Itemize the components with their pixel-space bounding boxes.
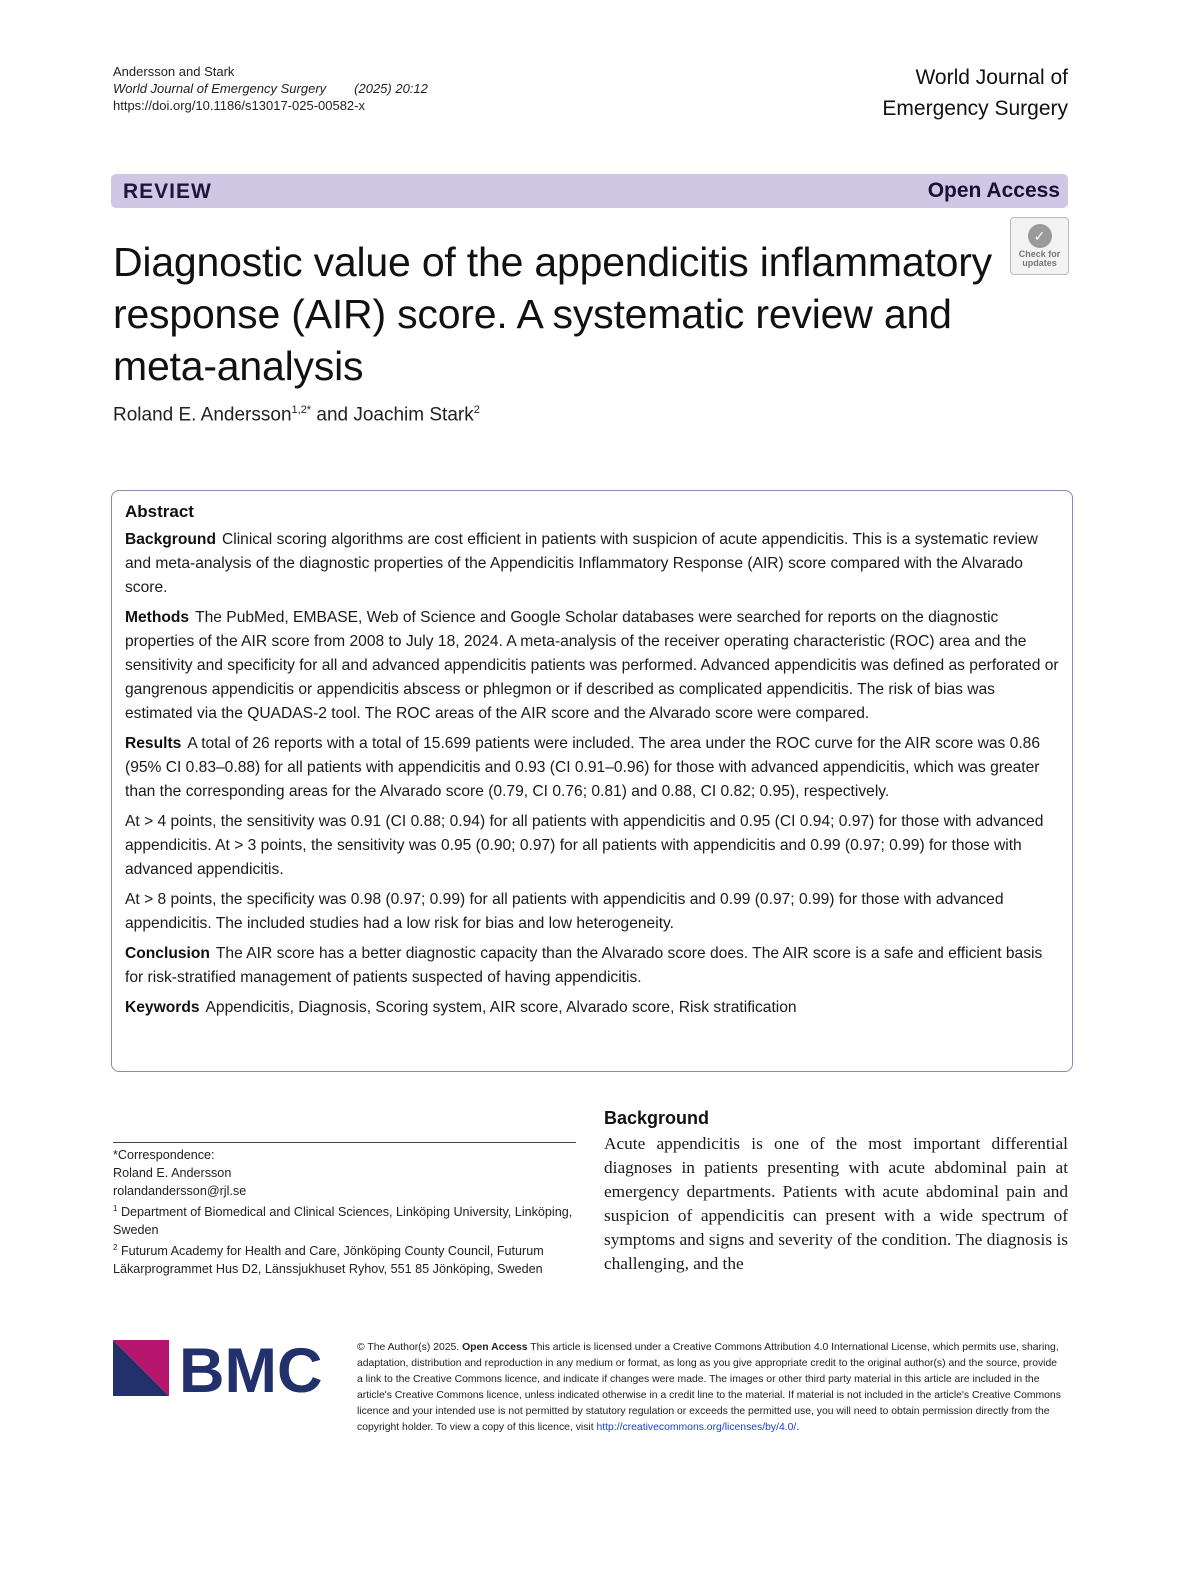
abstract-conclusion: Conclusion The AIR score has a better diagnostic capacity than the Alvarado score does. The AIR score is a safe and efficient basis for risk-stratified management of patients suspected of having appendicitis. [125,945,1043,986]
bmc-logo-text: BMC [179,1340,323,1396]
abstract-background: Background Clinical scoring algorithms are cost efficient in patients with suspicion of acute appendicitis. This is a systematic review and meta-analysis of the diagnostic properties of the Appendicitis Inflammatory Response (AIR) score compared with the Alvarado score. [125,531,1038,596]
section-heading-background: Background [604,1108,710,1128]
article-type-label: REVIEW [123,180,212,203]
running-header-authors: Andersson and Stark [113,64,235,79]
footnote-divider [113,1142,576,1143]
abstract-heading: Abstract [125,502,194,521]
correspondence-email[interactable]: rolandandersson@rjl.se [113,1184,247,1198]
abstract-results-specificity: At > 8 points, the specificity was 0.98 (0.97; 0.99) for all patients with appendicitis and 0.99 (0.97; 0.99) for those with advanced appendicitis. The included studies had a low risk for bias and low heterogeneity. [125,891,1004,932]
abstract-results: Results A total of 26 reports with a total of 15.699 patients were included. The area under the ROC curve for the AIR score was 0.86 (95% CI 0.83–0.88) for all patients with appendicitis and 0.93 (CI 0.91–0.96) for those with advanced appendicitis, which was greater than the corresponding areas for the Alvarado score (0.79, CI 0.76; 0.81) and 0.88, CI 0.82; 0.95), respectively. [125,735,1040,800]
article-title: Diagnostic value of the appendicitis inflammatory response (AIR) score. A systematic review and meta-analysis [113,239,992,389]
running-header [113,63,428,114]
running-header-volume: (2025) 20:12 [354,81,428,96]
journal-name-line2: Emergency Surgery [882,97,1068,120]
license-statement: © The Author(s) 2025. Open Access This article is licensed under a Creative Commons Attribution 4.0 International License, which permits use, sharing, adaptation, distribution and reproduction in any medium or format, as long as you give appropriate credit to the original author(s) and the source, provide a link to the Creative Commons licence, and indicate if changes were made. The images or other third party material in this article are included in the article's Creative Commons licence, unless indicated otherwise in a credit line to the material. If material is not included in the article's Creative Commons licence and your intended use is not permitted by statutory regulation or exceeds the permitted use, you will need to obtain permission directly from the copyright holder. To view a copy of this licence, visit http://creativecommons.org/licenses/by/4.0/. [357,1342,1061,1433]
affiliation-2: $^2$ Futurum Academy for Health and Care, Jönköping County Council, Futurum Läkarprogrammet Hus D2, Länssjukhuset Ryhov, 551 85 Jönköping, Sweden [113,1243,544,1277]
doi-link[interactable]: https://doi.org/10.1186/s13017-025-00582-x [113,98,365,113]
correspondence-footnote: *Correspondence: Roland E. Andersson rolandandersson@rjl.se $^1$ Department of Biomedical and Clinical Sciences, Linköping University, Linköping, Sweden $^2$ Futurum Academy for Health and Care, Jönköping County Council, Futurum Läkarprogrammet Hus D2, Länssjukhuset Ryhov, 551 85 Jönköping, Sweden [113,1146,583,1278]
check-updates-label: Check for updates [1018,249,1061,268]
check-for-updates-button[interactable] [1010,217,1069,275]
abstract-keywords: Keywords Appendicitis, Diagnosis, Scoring system, AIR score, Alvarado score, Risk stratification [125,999,797,1016]
author-affiliation-sup: 1,2* [291,404,312,416]
open-access-label: Open Access [927,179,1060,202]
author-affiliation-sup: 2 [473,404,480,416]
check-updates-icon: ✓ [1028,224,1052,248]
license-link[interactable]: http://creativecommons.org/licenses/by/4.0/ [596,1422,797,1433]
journal-name [882,62,1068,124]
body-text: Acute appendicitis is one of the most important differential diagnoses in patients presenting with acute abdominal pain at emergency departments. Patients with acute abdominal pain and suspicion of appendicitis can present with a wide spectrum of symptoms and signs and severity of the condition. The diagnosis is challenging, and the [604,1134,1068,1273]
journal-name-line1: World Journal of [915,66,1068,89]
abstract-results-sensitivity: At > 4 points, the sensitivity was 0.91 (CI 0.88; 0.94) for all patients with appendicitis and 0.95 (CI 0.94; 0.97) for those with advanced appendicitis. At > 3 points, the sensitivity was 0.95 (0.90; 0.97) for all patients with appendicitis and 0.99 (0.97; 0.99) for those with advanced appendicitis. [125,813,1044,878]
abstract-box [111,490,1073,1072]
abstract-methods: Methods The PubMed, EMBASE, Web of Science and Google Scholar databases were searched for reports on the diagnostic properties of the AIR score from 2008 to July 18, 2024. A meta-analysis of the receiver operating characteristic (ROC) area and the sensitivity and specificity for all and advanced appendicitis patients was performed. Advanced appendicitis was defined as perforated or gangrenous appendicitis or appendicitis abscess or phlegmon or if described as complicated appendicitis. The risk of bias was estimated via the QUADAS-2 tool. The ROC areas of the AIR score and the Alvarado score were compared. [125,609,1059,722]
bmc-logo [113,1340,325,1396]
author-list [113,404,480,426]
author-name[interactable]: Roland E. Andersson [113,404,292,426]
author-name[interactable]: and Joachim Stark [311,404,474,426]
article-type-banner [111,174,1068,208]
running-header-journal: World Journal of Emergency Surgery [113,81,327,96]
affiliation-1: $^1$ Department of Biomedical and Clinical Sciences, Linköping University, Linköping, Sweden [113,1204,573,1238]
